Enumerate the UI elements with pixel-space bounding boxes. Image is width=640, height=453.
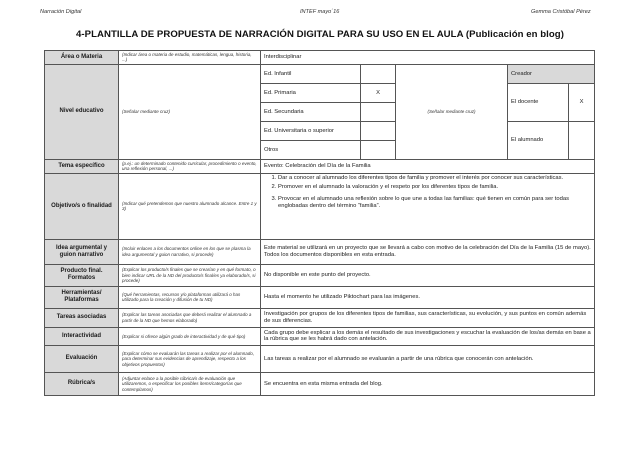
row-interactividad xyxy=(45,327,595,345)
row-nivel-1 xyxy=(45,64,595,83)
area-value: Interdisciplinar xyxy=(261,51,595,65)
area-label: Área o Materia xyxy=(45,51,119,65)
proposal-table xyxy=(44,50,595,396)
objetivo-item: 3. Provocar en el alumnado una reflexión sobre lo que une a todas las familias: qué tienen en común para ser todas englobadas dentro del término “familia”. xyxy=(278,196,591,209)
creador-alumnado-mark xyxy=(569,121,595,159)
nivel-mark-infantil xyxy=(361,64,396,83)
row-tema xyxy=(45,159,595,173)
objetivos-label: Objetivo/s o finalidad xyxy=(45,173,119,239)
tareas-label: Tareas asociadas xyxy=(45,308,119,327)
herramientas-label: Herramientas/ Plataformas xyxy=(45,286,119,308)
row-area xyxy=(45,51,595,65)
herramientas-hint: (Qué herramientas, recursos y/o plataformas utilizará o has utilizado para la creación y difusión de tu ND) xyxy=(119,286,261,308)
creador-docente: El docente xyxy=(508,83,569,121)
row-evaluacion xyxy=(45,345,595,372)
objetivos-list xyxy=(264,175,591,209)
tema-label: Tema específico xyxy=(45,159,119,173)
nivel-hint-2: (Señalar mediante cruz) xyxy=(396,64,508,159)
herramientas-value: Hasta el momento he utilizado Piktochart para las imágenes. xyxy=(261,286,595,308)
tema-value: Evento: Celebración del Día de la Familia xyxy=(261,159,595,173)
idea-hint: (Incluir enlaces a los documentos online en los que se plasma la idea argumental y guion narrativo, si procede) xyxy=(119,239,261,264)
nivel-mark-primaria: X xyxy=(361,83,396,102)
tareas-value: Investigación por grupos de los diferentes tipos de familias, sus características, su evolución, y sus puntos en común además de sus diferencias. xyxy=(261,308,595,327)
nivel-option-universitaria: Ed. Universitaria o superior xyxy=(261,121,361,140)
header-left: Narración Digital xyxy=(40,9,82,15)
interactividad-label: Interactividad xyxy=(45,327,119,345)
row-rubrica xyxy=(45,372,595,395)
area-hint: (Indicar área o materia de estudio, matemáticas, lengua, historia, ...) xyxy=(119,51,261,65)
evaluacion-value: Las tareas a realizar por el alumnado se evaluarán a partir de una rúbrica que conocerán con antelación. xyxy=(261,345,595,372)
row-producto xyxy=(45,264,595,286)
row-herramientas xyxy=(45,286,595,308)
evaluacion-label: Evaluación xyxy=(45,345,119,372)
rubrica-label: Rúbrica/s xyxy=(45,372,119,395)
nivel-mark-universitaria xyxy=(361,121,396,140)
objetivos-list-cell xyxy=(261,173,595,239)
idea-value: Este material se utilizará en un proyecto que se llevará a cabo con motivo de la celebración del Día de la Familia (15 de mayo). Todos los documentos disponibles en esta entrada. xyxy=(261,239,595,264)
page-title: 4-PLANTILLA DE PROPUESTA DE NARRACIÓN DIGITAL PARA SU USO EN EL AULA (Publicación en blog) xyxy=(76,29,564,40)
creador-label: Creador xyxy=(508,64,595,83)
rubrica-value: Se encuentra en esta misma entrada del blog. xyxy=(261,372,595,395)
nivel-option-otros: Otros xyxy=(261,140,361,159)
nivel-option-infantil: Ed. Infantil xyxy=(261,64,361,83)
producto-label: Producto final. Formatos xyxy=(45,264,119,286)
tema-hint: (p.ej.: un determinado contenido curricular, procedimiento o evento, una reflexión personal, ...) xyxy=(119,159,261,173)
objetivos-hint: (Indicar qué pretendemos que nuestro alumnado alcance. Entre 1 y 3) xyxy=(119,173,261,239)
nivel-mark-otros xyxy=(361,140,396,159)
objetivo-item: 2. Promover en el alumnado la valoración y el respeto por los diferentes tipos de familia. xyxy=(278,184,591,191)
creador-docente-mark: X xyxy=(569,83,595,121)
header-center: INTEF mayo´16 xyxy=(300,9,340,15)
nivel-label: Nivel educativo xyxy=(45,64,119,159)
producto-hint: (Explicar los producto/s finales que se crearían y en qué formato, o bien indicar URL de la ND del producto/s final/es ya elaborado/s, si procede) xyxy=(119,264,261,286)
row-objetivos xyxy=(45,173,595,239)
header-right: Gemma Cristóbal Pérez xyxy=(531,9,591,15)
creador-alumnado: El alumnado xyxy=(508,121,569,159)
objetivo-item: 1. Dar a conocer al alumnado los diferentes tipos de familia y promover el interés por conocer sus características. xyxy=(278,175,591,182)
interactividad-hint: (Explicar si ofrece algún grado de interactividad y de qué tipo) xyxy=(119,327,261,345)
nivel-hint: (Señalar mediante cruz) xyxy=(119,64,261,159)
tareas-hint: (Explicar las tareas asociadas que deberá realizar el alumnado a partir de la ND que hemos elaborado) xyxy=(119,308,261,327)
rubrica-hint: (Adjuntar enlace a la posible rúbrica/s de evaluación que utilizaremos, o especificar los posibles ítems/categorías que contemplamos) xyxy=(119,372,261,395)
interactividad-value: Cada grupo debe explicar a los demás el resultado de sus investigaciones y escuchar la evaluación de los/as demás en base a la rúbrica que se les habrá dado con antelación. xyxy=(261,327,595,345)
producto-value: No disponible en este punto del proyecto. xyxy=(261,264,595,286)
nivel-mark-secundaria xyxy=(361,102,396,121)
row-tareas xyxy=(45,308,595,327)
nivel-option-primaria: Ed. Primaria xyxy=(261,83,361,102)
nivel-option-secundaria: Ed. Secundaria xyxy=(261,102,361,121)
row-idea xyxy=(45,239,595,264)
evaluacion-hint: (Explicar cómo se evaluarán las tareas a realizar por el alumnado, para determinar sus evidencias de aprendizaje, respecto a los objetivos propuestos) xyxy=(119,345,261,372)
idea-label: Idea argumental y guion narrativo xyxy=(45,239,119,264)
